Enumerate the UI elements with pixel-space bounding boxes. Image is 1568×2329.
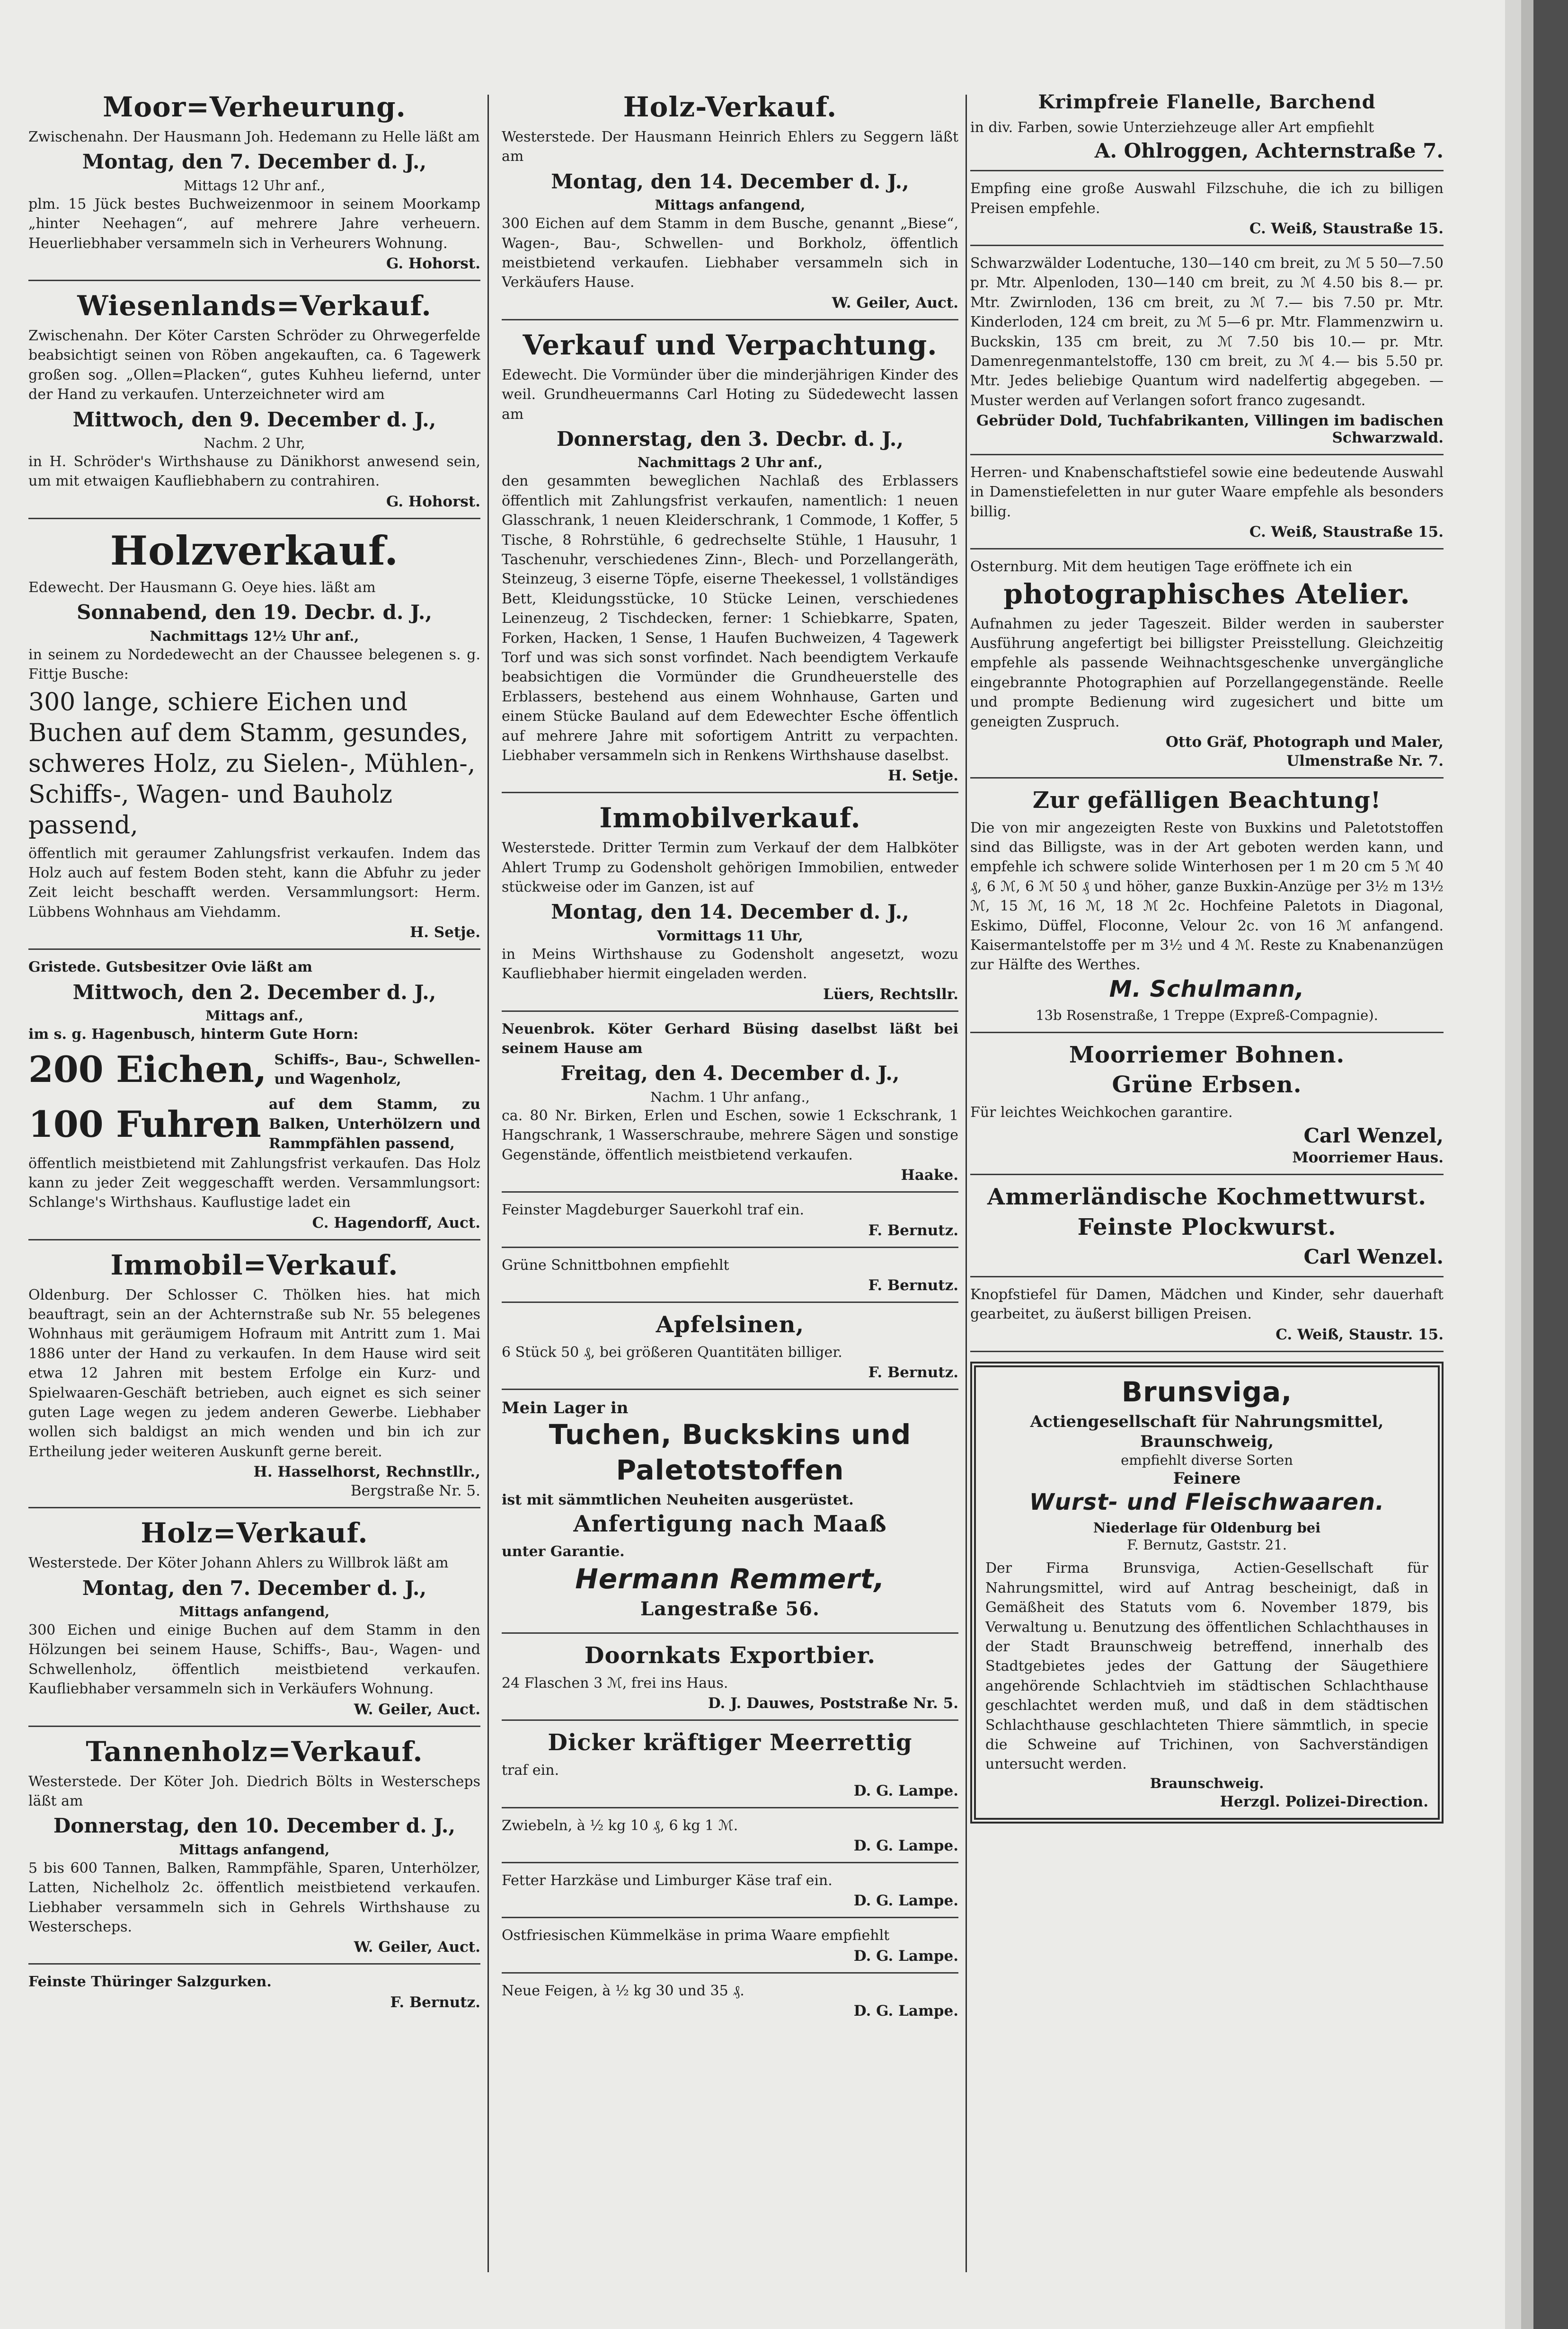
- ad-body: Grüne Schnittbohnen empfiehlt: [502, 1257, 729, 1274]
- ad-holz-verkauf-ehlers: [502, 85, 958, 320]
- ad-sauerkohl: [502, 1195, 958, 1248]
- scanner-background: [1533, 0, 1568, 2329]
- ad-text: im s. g. Hagenbusch, hinterm Gute Horn:: [28, 1026, 359, 1043]
- ad-moorriemer: [970, 1036, 1444, 1176]
- ad-doornkat: [502, 1637, 958, 1721]
- ad-text: plm. 15 Jück bestes Buchweizenmoor in seinem Moorkamp „hinter Neehagen“, auf mehrere Jahre verheuern. Heuerliebhaber versammeln sich in Verheurers Wohnung.: [28, 195, 480, 252]
- ad-signature: G. Hohorst.: [386, 493, 480, 510]
- ad-signature: Herzgl. Polizei-Direction.: [1220, 1793, 1428, 1810]
- column-rule: [966, 95, 967, 2272]
- ad-time: Vormittags 11 Uhr,: [657, 927, 803, 944]
- ad-intro: Osternburg. Mit dem heutigen Tage eröffnete ich ein: [970, 558, 1353, 576]
- ad-signature: G. Hohorst.: [386, 255, 480, 273]
- ad-stiefel: [970, 458, 1444, 549]
- ad-signature: D. G. Lampe.: [853, 1837, 958, 1854]
- column-rule: [487, 95, 489, 2272]
- ad-feigen: [502, 1976, 958, 2027]
- ad-subheading: Feinere: [1173, 1469, 1241, 1488]
- ad-signature: W. Geiler, Auct.: [832, 294, 958, 311]
- ad-body: Neue Feigen, à ½ kg 30 und 35 ₰.: [502, 1982, 744, 1999]
- ad-body: Edewecht. Der Hausmann G. Oeye hies. läßt am: [28, 579, 376, 596]
- ad-date: Montag, den 7. December d. J.,: [82, 150, 427, 174]
- ad-signature: H. Setje.: [409, 924, 480, 941]
- ad-date: Mittwoch, den 9. December d. J.,: [72, 407, 436, 431]
- ad-highlight: 300 lange, schiere Eichen und Buchen auf dem Stamm, gesundes, schweres Holz, zu Sielen-, Mühlen-, Schiffs-, Wagen- und Bauholz passend,: [28, 688, 476, 840]
- ad-time: Mittags 12 Uhr anf.,: [184, 177, 325, 194]
- ad-signature: Lüers, Rechtsllr.: [823, 985, 958, 1003]
- ad-text: den gesammten beweglichen Nachlaß des Erblassers öffentlich mit Zahlungsfrist verkaufen, namentlich: 1 neuen Glasschrank, 1 neuen Kleiderschrank, 1 Commode, 1 Koffer, 5 Tische, 8 Rohrstühle, 6 gedrechselte Stühle, 1 Hausuhr, 1 Taschenuhr, verschiedenes Zinn-, Blech- und Porzellangeräth, Steinzeug, 3 eiserne Töpfe, eiserne Theekessel, 1 vollständiges Bett, Kleidungsstücke, 10 Stücke Leinen, verschiedenes Leinenzeug, 2 Tischdecken, ferner: 1 Schiebkarre, Spaten, Forken, Hacken, 1 Sense, 1 Haufen Buchweizen, 4 Tagewerk Torf und was sich sonst vorfindet. Nach beendigtem Verkaufe beabsichtigen die Vormünder die Grundheuerstelle des Erblassers, bestehend aus einem Wohnhause, Garten und einem Stücke Bauland auf dem Edewechter Esche öffentlich auf mehrere Jahre mit sofortigem Antritt zu verpachten. Liebhaber versammeln sich in Renkens Wirthshause daselbst.: [502, 473, 958, 764]
- ad-text: 300 Eichen und einige Buchen auf dem Stamm in den Hölzungen bei seinem Hause, Schiffs-, Bau-, Wagen- und Schwellenholz, öffentlich meistbietend verkaufen. Kaufliebhaber versammeln sich in Verkäufers Wohnung.: [28, 1622, 480, 1698]
- page-edge: [1521, 0, 1533, 2329]
- ad-heading: Moor=Verheurung.: [103, 91, 406, 123]
- ad-immobil-verkauf: [28, 1243, 480, 1508]
- ad-body: Zwischenahn. Der Hausmann Joh. Hedemann zu Helle läßt am: [28, 128, 480, 145]
- ad-heading: Grüne Erbsen.: [1112, 1072, 1302, 1098]
- ad-text: öffentlich meistbietend mit Zahlungsfrist verkaufen. Das Holz kann zu jeder Zeit weggeschafft werden. Versammlungsort: Schlange's Wirthshaus. Kauflustige ladet ein: [28, 1155, 480, 1211]
- ad-date: Donnerstag, den 3. Decbr. d. J.,: [556, 427, 904, 451]
- ad-heading: Moorriemer Bohnen.: [1069, 1041, 1345, 1068]
- ad-beachtung: [970, 781, 1444, 1033]
- ad-zwiebeln: [502, 1811, 958, 1863]
- ad-time: Nachm. 1 Uhr anfang.,: [650, 1089, 810, 1105]
- ad-text: auf dem Stamm, zu Balken, Unterhölzern und Rammpfählen passend,: [268, 1096, 480, 1152]
- ad-text: öffentlich mit geraumer Zahlungsfrist verkaufen. Indem das Holz auch auf festem Boden steht, kann die Abfuhr zu jeder Zeit leicht beschafft werden. Versammlungsort: Herm. Lübbens Wohnhaus am Viehdamm.: [28, 845, 480, 921]
- ad-heading: Zur gefälligen Beachtung!: [1032, 787, 1382, 814]
- ad-signature: Haake.: [901, 1167, 958, 1184]
- ad-heading: Brunsviga,: [1121, 1375, 1293, 1408]
- ad-body: Neuenbrok. Köter Gerhard Büsing daselbst läßt bei seinem Hause am: [502, 1020, 958, 1057]
- ad-highlight: 200 Eichen,: [28, 1048, 267, 1091]
- ad-date: Freitag, den 4. December d. J.,: [560, 1062, 900, 1085]
- ad-signature: D. G. Lampe.: [853, 2002, 958, 2020]
- ad-body: Empfing eine große Auswahl Filzschuhe, die ich zu billigen Preisen empfehle.: [970, 180, 1444, 217]
- ad-signature: Gebrüder Dold, Tuchfabrikanten, Villingen im badischen Schwarzwald.: [976, 412, 1444, 447]
- ad-verkauf-verpachtung: [502, 323, 958, 793]
- ad-heading: Wiesenlands=Verkauf.: [77, 290, 432, 322]
- ad-kaese: [502, 1866, 958, 1918]
- ad-signature: C. Weiß, Staustr. 15.: [1276, 1326, 1444, 1343]
- ad-signature: A. Ohlroggen, Achternstraße 7.: [1094, 139, 1444, 163]
- ad-body: 6 Stück 50 ₰, bei größeren Quantitäten billiger.: [502, 1344, 842, 1361]
- ad-body: Westerstede. Der Köter Johann Ahlers zu Willbrok läßt am: [28, 1555, 449, 1572]
- ad-time: Mittags anfangend,: [655, 197, 806, 213]
- ad-signature: H. Hasselhorst, Rechnstllr.,: [253, 1463, 480, 1481]
- ad-date: Donnerstag, den 10. December d. J.,: [53, 1814, 456, 1838]
- ad-meerrettig: [502, 1724, 958, 1808]
- ad-heading: Verkauf und Verpachtung.: [523, 328, 938, 361]
- ad-row: [28, 1044, 480, 1095]
- ad-text: unter Garantie.: [502, 1543, 625, 1560]
- ad-heading: Immobil=Verkauf.: [110, 1249, 399, 1281]
- ad-body: Westerstede. Der Köter Joh. Diedrich Bölts in Westerscheps läßt am: [28, 1773, 480, 1809]
- ad-schnittbohnen: [502, 1251, 958, 1303]
- ad-text: empfiehlt diverse Sorten: [1121, 1452, 1293, 1468]
- ad-address: Ulmenstraße Nr. 7.: [1286, 752, 1444, 770]
- ad-text: F. Bernutz, Gaststr. 21.: [1127, 1537, 1287, 1553]
- ad-signature: D. G. Lampe.: [853, 1782, 958, 1799]
- ad-body: Feinste Thüringer Salzgurken.: [28, 1974, 272, 1991]
- ad-body: Aufnahmen zu jeder Tageszeit. Bilder werden in sauberster Ausführung angefertigt bei billigster Preisstellung. Gleichzeitig empfehle als passende Weihnachtsgeschenke unvergängliche eingebrannte Photographien auf Porzellangegenstände. Reelle und prompte Bedienung wird zugesichert und bitte um geneigten Zuspruch.: [970, 615, 1444, 730]
- ad-signature: W. Geiler, Auct.: [354, 1700, 480, 1718]
- ad-signature: F. Bernutz.: [868, 1276, 958, 1294]
- ad-signature: C. Hagendorff, Auct.: [312, 1214, 480, 1231]
- ad-signature: Carl Wenzel.: [1303, 1245, 1444, 1268]
- ad-signature: F. Bernutz.: [868, 1364, 958, 1381]
- ad-knopfstiefel: [970, 1280, 1444, 1352]
- ad-signature: C. Weiß, Staustraße 15.: [1249, 523, 1444, 541]
- ad-body: Zwiebeln, à ½ kg 10 ₰, 6 kg 1 ℳ.: [502, 1817, 738, 1834]
- ad-time: Mittags anf.,: [205, 1008, 303, 1024]
- ad-body: Gristede. Gutsbesitzer Ovie läßt am: [28, 959, 312, 976]
- ad-signature: C. Weiß, Staustraße 15.: [1249, 220, 1444, 237]
- ad-salzgurken: [28, 1967, 480, 2018]
- ad-signature: D. G. Lampe.: [853, 1892, 958, 1910]
- ad-subheading: Braunschweig,: [1140, 1432, 1274, 1451]
- ad-immobilverkauf: [502, 796, 958, 1011]
- ad-holzverkauf: [28, 522, 480, 950]
- ad-moor-verheurung: [28, 85, 480, 281]
- ad-date: Mittwoch, den 2. December d. J.,: [72, 980, 436, 1004]
- ad-time: Mittags anfangend,: [179, 1603, 330, 1620]
- ad-wiesenlands-verkauf: [28, 284, 480, 519]
- ad-gristede: [28, 953, 480, 1240]
- ad-body: Fetter Harzkäse und Limburger Käse traf ein.: [502, 1872, 833, 1889]
- ad-heading: Holz-Verkauf.: [623, 91, 837, 123]
- ad-text: ist mit sämmtlichen Neuheiten ausgerüstet.: [502, 1491, 854, 1508]
- ad-address: Langestraße 56.: [640, 1598, 820, 1621]
- ad-holz-verkauf: [28, 1511, 480, 1727]
- ad-text: ca. 80 Nr. Birken, Erlen und Eschen, sowie 1 Eckschrank, 1 Hangschrank, 1 Wasserschraube, mehrere Sägen und sonstige Gegenstände, öffentlich meistbietend verkaufen.: [502, 1107, 958, 1163]
- ad-date: Sonnabend, den 19. Decbr. d. J.,: [77, 601, 432, 624]
- ad-body: Der Firma Brunsviga, Actien-Gesellschaft für Nahrungsmittel, wird auf Antrag bescheinigt, daß in Gemäßheit des Statuts vom 6. November 1879, bis Verwaltung u. Benutzung des öffentlichen Schlachthauses in der Stadt Braunschweig betreffend, innerhalb des Stadtgebietes jedes der Gattung der Säugethiere angehörende Schlachtvieh im städtischen Schlachthause geschlachtet werden muß, und daß in dem städtischen Schlachthause geschlachteten Thiere sämmtlich, in specie die Schweine auf Trichinen, von Sachverständigen untersucht werden.: [985, 1560, 1428, 1773]
- ad-text: in H. Schröder's Wirthshause zu Dänikhorst anwesend sein, um mit etwaigen Kaufliebhabern zu contrahiren.: [28, 453, 480, 490]
- ad-heading: Anfertigung nach Maaß: [573, 1511, 887, 1538]
- ad-lodentuche: [970, 249, 1444, 455]
- ad-text: in Meins Wirthshause zu Godensholt angesetzt, wozu Kaufliebhaber hiermit eingeladen werden.: [502, 946, 958, 983]
- ad-body: in div. Farben, sowie Unterziehzeuge aller Art empfiehlt: [970, 119, 1374, 136]
- ad-body: Die von mir angezeigten Reste von Buxkins und Paletotstoffen sind das Billigste, was in der Art geboten werden kann, und empfehle ich schwere solide Winterhosen per 1 m 20 cm 5 ℳ 40 ₰, 6 ℳ, 6 ℳ 50 ₰ und höher, ganze Buxkin-Anzüge per 3½ m 13½ ℳ, 15 ℳ, 16 ℳ, 18 ℳ 2c. Hochfeine Paletots in Diagonal, Eskimo, Düffel, Floconne, Velour 2c. von 16 ℳ anfangend. Kaisermantelstoffe per m 3½ und 4 ℳ. Reste zu Knabenanzügen zur Hälfte des Werthes.: [970, 819, 1444, 974]
- ad-signature: F. Bernutz.: [390, 1993, 480, 2011]
- ad-ammerland: [970, 1178, 1444, 1277]
- ad-time: Mittags anfangend,: [179, 1841, 330, 1858]
- ad-body: Zwischenahn. Der Köter Carsten Schröder zu Ohrwegerfelde beabsichtigt seinen von Röben angekauften, ca. 6 Tagewerk großen sog. „Ollen=Placken“, gutes Kuhheu liefernd, unter der Hand zu verkaufen. Unterzeichneter wird am: [28, 327, 480, 403]
- ad-text: 300 Eichen auf dem Stamm in dem Busche, genannt „Biese“, Wagen-, Bau-, Schwellen- und Borkholz, öffentlich meistbietend verkaufen. Liebhaber versammeln sich in Verkäufers Hause.: [502, 215, 958, 291]
- ad-tuchen: [502, 1393, 958, 1634]
- ad-body: traf ein.: [502, 1762, 559, 1779]
- ad-heading: Tuchen, Buckskins und: [549, 1418, 912, 1451]
- ad-date: Montag, den 7. December d. J.,: [82, 1576, 427, 1600]
- ad-name: Hermann Remmert,: [575, 1562, 885, 1595]
- ad-heading: Apfelsinen,: [656, 1311, 805, 1338]
- ad-heading: Ammerländische Kochmettwurst.: [987, 1184, 1426, 1211]
- ad-heading: photographisches Atelier.: [1003, 577, 1410, 610]
- ad-signature: W. Geiler, Auct.: [354, 1939, 480, 1956]
- ad-date: Montag, den 14. December d. J.,: [551, 900, 909, 924]
- ad-signature: D. J. Dauwes, Poststraße Nr. 5.: [708, 1695, 958, 1712]
- ad-address: Moorriemer Haus.: [1292, 1149, 1444, 1167]
- ad-flanelle: [970, 85, 1444, 171]
- ad-row: [28, 1095, 480, 1153]
- ad-time: Nachm. 2 Uhr,: [204, 435, 305, 452]
- ad-apfelsinen: [502, 1306, 958, 1390]
- ad-highlight: 100 Fuhren: [28, 1103, 261, 1145]
- column-1: [28, 85, 480, 2282]
- ad-body: Edewecht. Die Vormünder über die minderjährigen Kinder des weil. Grundheuermanns Carl Hoting zu Südedewecht lassen am: [502, 366, 958, 423]
- ad-heading: Holz=Verkauf.: [141, 1517, 368, 1550]
- ad-subheading: Actiengesellschaft für Nahrungsmittel,: [1030, 1412, 1384, 1431]
- column-2: [502, 85, 958, 2282]
- ad-signature: H. Setje.: [887, 767, 958, 785]
- ad-heading: Dicker kräftiger Meerrettig: [548, 1729, 912, 1756]
- ad-text: in seinem zu Nordedewecht an der Chaussee belegenen s. g. Fittje Busche:: [28, 646, 480, 683]
- ad-heading: Krimpfreie Flanelle, Barchend: [1038, 91, 1376, 113]
- ad-intro: Mein Lager in: [502, 1399, 629, 1418]
- ad-place: Braunschweig.: [1150, 1775, 1264, 1791]
- ad-body: Ostfriesischen Kümmelkäse in prima Waare empfiehlt: [502, 1927, 890, 1944]
- ad-address: 13b Rosenstraße, 1 Treppe (Expreß-Compagnie).: [1036, 1007, 1378, 1023]
- ad-brunsviga: [970, 1362, 1444, 1824]
- ad-heading: Feinste Plockwurst.: [1077, 1214, 1337, 1241]
- ad-tannenholz-verkauf: [28, 1730, 480, 1965]
- ad-heading: Holzverkauf.: [110, 527, 399, 574]
- ad-text: Niederlage für Oldenburg bei: [1093, 1520, 1321, 1536]
- ad-body: Für leichtes Weichkochen garantire.: [970, 1104, 1233, 1121]
- ad-heading: Immobilverkauf.: [599, 802, 861, 834]
- ad-signature: D. G. Lampe.: [853, 1947, 958, 1965]
- ad-body: Herren- und Knabenschaftstiefel sowie eine bedeutende Auswahl in Damenstiefeletten in nur guter Waare empfehle als besonders billig.: [970, 464, 1444, 520]
- ad-heading: Paletotstoffen: [616, 1454, 844, 1487]
- ad-time: Nachmittags 12½ Uhr anf.,: [150, 628, 359, 644]
- ad-body: Westerstede. Dritter Termin zum Verkauf der dem Halbköter Ahlert Trump zu Godensholt gehörigen Immobilien, entweder stückweise oder im Ganzen, ist auf: [502, 840, 958, 896]
- ad-signature: Carl Wenzel,: [1303, 1124, 1444, 1148]
- ad-filzschuhe: [970, 174, 1444, 246]
- ad-date: Montag, den 14. December d. J.,: [551, 169, 909, 193]
- ad-text: Schiffs-, Bau-, Schwellen- und Wagenholz,: [274, 1051, 480, 1088]
- ad-signature: Otto Gräf, Photograph und Maler,: [1165, 733, 1444, 751]
- ad-heading: Tannenholz=Verkauf.: [86, 1735, 423, 1768]
- ad-heading: Wurst- und Fleischwaaren.: [1029, 1488, 1385, 1515]
- page-edge: [1505, 0, 1521, 2329]
- ad-text: 5 bis 600 Tannen, Balken, Rammpfähle, Sparen, Unterhölzer, Latten, Nichelholz 2c. öffentlich meistbietend verkaufen. Liebhaber versammeln sich in Gehrels Wirthshause zu Westerscheps.: [28, 1860, 480, 1936]
- ad-time: Nachmittags 2 Uhr anf.,: [637, 454, 823, 471]
- ad-signature: F. Bernutz.: [868, 1222, 958, 1239]
- ad-body: Schwarzwälder Lodentuche, 130—140 cm breit, zu ℳ 5 50—7.50 pr. Mtr. Alpenloden, 130—140 cm breit, zu ℳ 4.50 bis 8.— pr. Mtr. Zwirnloden, 136 cm breit, zu ℳ 7.— bis 7.50 pr. Mtr. Kinderloden, 124 cm breit, zu ℳ 5—6 pr. Mtr. Flammenzwirn u. Buckskin, 135 cm breit, zu ℳ 7.50 bis 10.— pr. Mtr. Damenregenmantelstoffe, 130 cm breit, zu ℳ 4.— bis 5.50 pr. Mtr. Jedes beliebige Quantum wird nadelfertig abgegeben. — Muster werden auf Verlangen sofort franco zugesandt.: [970, 255, 1444, 409]
- column-3: [970, 85, 1444, 2282]
- ad-atelier: [970, 552, 1444, 779]
- ad-neuenbrok: [502, 1015, 958, 1193]
- ad-body: 24 Flaschen 3 ℳ, frei ins Haus.: [502, 1675, 728, 1691]
- ad-kuemmelkaese: [502, 1921, 958, 1973]
- ad-name: M. Schulmann,: [1109, 975, 1305, 1002]
- ad-heading: Doornkats Exportbier.: [584, 1642, 876, 1669]
- ad-body: Westerstede. Der Hausmann Heinrich Ehlers zu Seggern läßt am: [502, 128, 958, 165]
- ad-body: Knopfstiefel für Damen, Mädchen und Kinder, sehr dauerhaft gearbeitet, zu äußerst billigen Preisen.: [970, 1286, 1444, 1323]
- ad-address: Bergstraße Nr. 5.: [350, 1482, 480, 1500]
- ad-body: Feinster Magdeburger Sauerkohl traf ein.: [502, 1202, 805, 1219]
- ad-body: Oldenburg. Der Schlosser C. Thölken hies. hat mich beauftragt, sein an der Achternstraße sub Nr. 55 belegenes Wohnhaus mit geräumigem Hofraum mit Antritt zum 1. Mai 1886 unter der Hand zu verkaufen. In dem Hause wird seit etwa 12 Jahren mit bestem Erfolge ein Kurz- und Spielwaaren-Geschäft betrieben, auch eignet es sich seiner guten Lage wegen zu jedem anderen Gewerbe. Liebhaber wollen sich baldigst an mich wenden und bin ich zur Ertheilung jeder weiteren Auskunft gerne bereit.: [28, 1286, 480, 1460]
